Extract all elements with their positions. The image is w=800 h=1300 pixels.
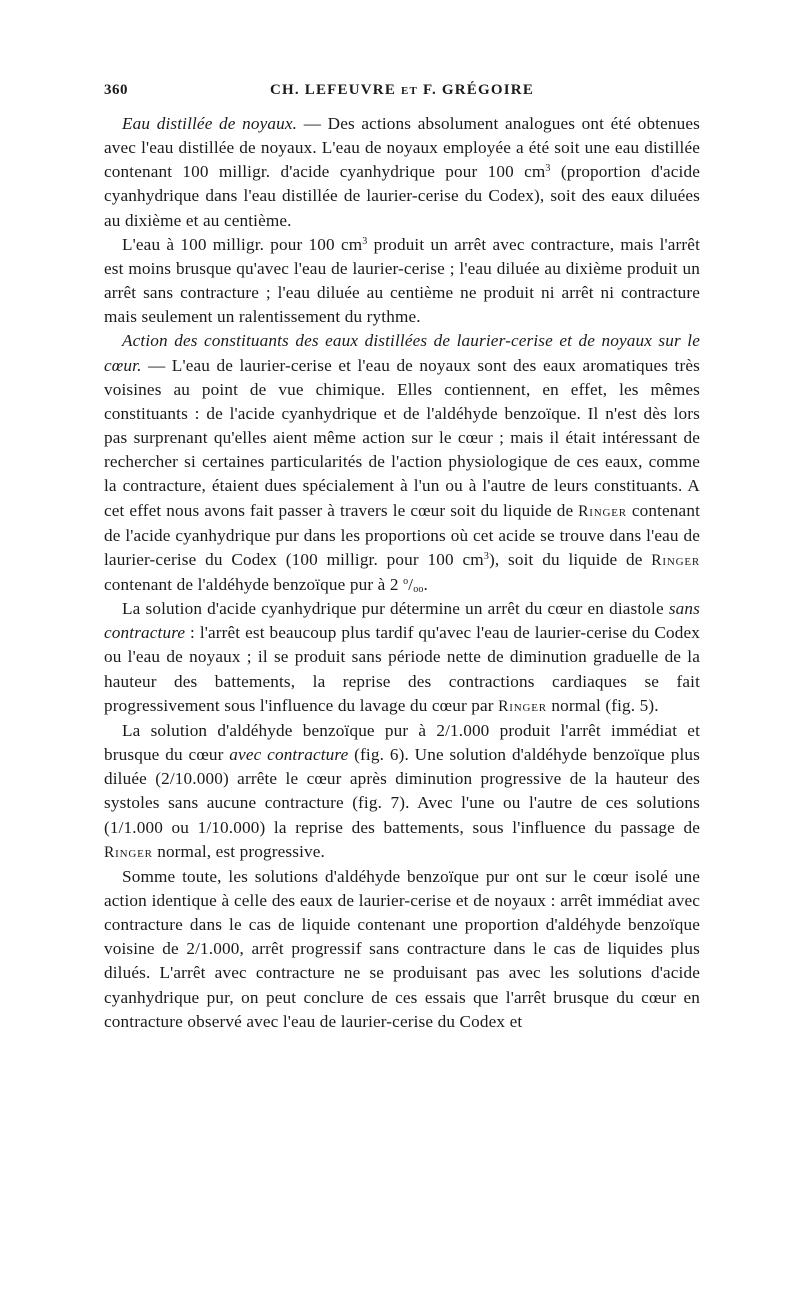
permille-slash: /	[408, 574, 414, 594]
paragraph-text: produit un arrêt avec contracture, mais l'arrêt est moins brusque qu'avec l'eau de laurier-cerise ; l'eau diluée au dixième produit un arrêt sans contracture ; l'eau diluée au centième ne produit ni arrêt ni contracture mais seulement un ralentissement du rythme.	[104, 234, 700, 327]
running-head: CH. LEFEUVRE et F. GRÉGOIRE	[269, 82, 535, 98]
paragraph-aldehyde-benzoique	[104, 719, 700, 865]
permille-sub: oo	[413, 583, 424, 595]
paragraph-text: (fig. 6). Une solution d'aldéhyde benzoïque plus diluée (2/10.000) arrête le cœur après diminution progressive de la hauteur des systoles sans aucune contracture (fig. 7). Avec l'une ou l'autre de ces solutions (1/1.000 ou 1/10.000) la reprise des battements, sous l'influence du passage de	[104, 745, 700, 837]
paragraph-text: normal, est progressive.	[152, 841, 325, 861]
superscript: 3	[362, 235, 368, 247]
page-number: 360	[104, 82, 128, 98]
body-text	[104, 112, 700, 1034]
paragraph-text: (proportion d'acide cyanhydrique dans l'eau distillée de laurier-cerise du Codex), soit des eaux diluées au dixième et au centième.	[104, 162, 700, 230]
paragraph-action-des-constituants	[104, 329, 700, 597]
superscript: 3	[483, 550, 489, 562]
author-name-ringer: Ringer	[651, 551, 700, 569]
section-heading-eau-distillee-de-noyaux: Eau distillée de noyaux.	[122, 114, 298, 133]
paragraph-text: La solution d'aldéhyde benzoïque pur à 2/1.000 produit l'arrêt immédiat et brusque du cœur	[104, 720, 700, 765]
paragraph-text: contenant de l'aldéhyde benzoïque pur à 2	[104, 574, 404, 594]
paragraph-acide-cyanhydrique	[104, 597, 700, 719]
paragraph-text: — Des actions absolument analogues ont été obtenues avec l'eau distillée de noyaux. L'eau de noyaux employée a été soit une eau distillée contenant 100 milligr. d'acide cyanhydrique pour 100 cm	[104, 114, 700, 182]
paragraph-text: Somme toute, les solutions d'aldéhyde benzoïque pur ont sur le cœur isolé une action identique à celle des eaux de laurier-cerise et de noyaux : arrêt immédiat avec contracture dans le cas de liquide contenant une proportion d'aldéhyde benzoïque voisine de 2/1.000, arrêt progressif sans contracture dans le cas de liquides plus dilués. L'arrêt avec contracture ne se produisant pas avec les solutions d'acide cyanhydrique pur, on peut conclure de ces essais que l'arrêt brusque du cœur en contracture observé avec l'eau de laurier-cerise du Codex et	[104, 866, 700, 1031]
paragraph-eau-100-milligr	[104, 233, 700, 330]
paragraph-eau-distillee-de-noyaux	[104, 112, 700, 233]
paragraph-text: .	[423, 574, 428, 594]
paragraph-text: ), soit du liquide de	[488, 549, 652, 569]
page	[104, 82, 700, 1034]
author-name-ringer: Ringer	[104, 843, 153, 861]
paragraph-text: L'eau à 100 milligr. pour 100 cm	[122, 234, 363, 254]
paragraph-text: — L'eau de laurier-cerise et l'eau de noyaux sont des eaux aromatiques très voisines au point de vue chimique. Elles contiennent, en effet, les mêmes constituants : de l'acide cyanhydrique et de l'aldéhyde benzoïque. Il n'est dès lors pas surprenant qu'elles aient même action sur le cœur ; mais il était intéressant de rechercher si certaines particularités de l'action physiologique de ces eaux, comme la contracture, étaient dues spécialement à l'un ou à l'autre de leurs constituants. A cet effet nous avons fait passer à travers le cœur soit du liquide de	[104, 355, 700, 520]
author-name-ringer: Ringer	[498, 697, 547, 715]
emphasis-avec-contracture: avec contracture	[229, 745, 349, 765]
paragraph-text: normal (fig. 5).	[546, 695, 659, 715]
paragraph-text: La solution d'acide cyanhydrique pur détermine un arrêt du cœur en diastole	[122, 599, 669, 619]
paragraph-somme-toute	[104, 865, 700, 1034]
emphasis-sans-contracture: sans contracture	[104, 599, 700, 643]
author-name-ringer: Ringer	[578, 502, 627, 520]
section-heading-action-des-constituants: Action des constituants des eaux distillées de laurier-cerise et de noyaux sur le cœur.	[104, 331, 700, 375]
paragraph-text: contenant de l'acide cyanhydrique pur dans les proportions où cet acide se trouve dans l'eau de laurier-cerise du Codex (100 milligr. pour 100 cm	[104, 500, 700, 569]
permille-sup: o	[403, 575, 409, 587]
page-header	[104, 82, 700, 106]
superscript: 3	[545, 163, 551, 175]
paragraph-text: : l'arrêt est beaucoup plus tardif qu'avec l'eau de laurier-cerise du Codex ou l'eau de noyaux ; il se produit sans période nette de diminution graduelle de la hauteur des battements, la reprise des contractions cardiaques se fait progressivement sous l'influence du lavage du cœur par	[104, 623, 700, 715]
